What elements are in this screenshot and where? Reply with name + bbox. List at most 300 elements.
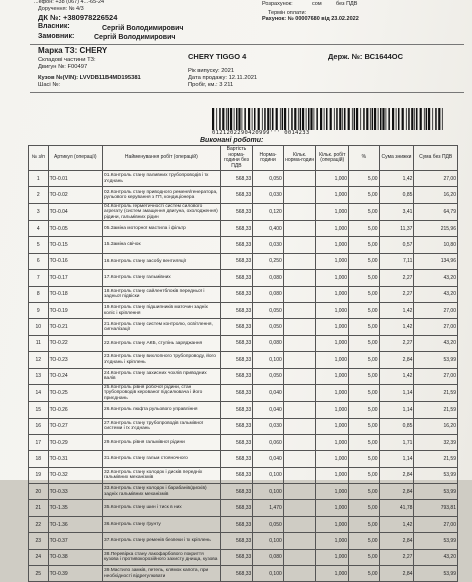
barcode-bar [370, 108, 371, 130]
barcode-bar [378, 108, 379, 130]
table-cell-empty [283, 335, 316, 351]
table-row [29, 237, 458, 253]
table-cell: 568,33 [220, 549, 253, 565]
table-cell: 5,00 [349, 335, 379, 351]
table-cell: 1,14 [379, 451, 414, 467]
table-cell: 13 [29, 368, 49, 384]
table-row [29, 467, 458, 483]
table-cell: 5,00 [349, 286, 379, 302]
barcode-bar [270, 108, 271, 130]
table-cell: 2 [29, 187, 49, 203]
table-cell: 0,050 [253, 319, 283, 335]
table-cell: 24 [29, 549, 49, 565]
barcode [212, 108, 444, 130]
table-cell-empty [283, 418, 316, 434]
table-row [29, 566, 458, 582]
barcode-bar [291, 108, 293, 130]
table-cell: 5,00 [349, 549, 379, 565]
table-cell: 1,42 [379, 171, 414, 187]
table-cell: 0,080 [253, 549, 283, 565]
production-year: Рік випуску: 2021 [188, 68, 235, 74]
table-cell: 0,85 [379, 418, 414, 434]
barcode-bar [302, 108, 304, 130]
works-title: Виконані роботи: [200, 137, 264, 144]
table-cell: ТО-0.01 [48, 171, 102, 187]
table-cell: 21,59 [414, 384, 458, 401]
barcode-bar [284, 108, 286, 130]
table-cell: ТО-0.17 [48, 270, 102, 286]
barcode-bar [254, 108, 256, 130]
table-cell-empty [283, 253, 316, 269]
table-cell: 43,20 [414, 549, 458, 565]
table-cell: 0,120 [253, 203, 283, 220]
table-cell: 53,99 [414, 484, 458, 500]
table-cell: 32.Контроль стану колодок і дисків передніх гальмівних механізмів [103, 467, 221, 483]
table-row [29, 221, 458, 237]
vin: Кузов №(VIN): LVVDB11B4MD195381 [38, 75, 141, 81]
table-cell: 568,33 [220, 402, 253, 418]
table-cell: 3 [29, 203, 49, 220]
table-cell: 31.Контроль стану гальм стояночного [103, 451, 221, 467]
barcode-bar [402, 108, 404, 130]
table-cell: 0,57 [379, 237, 414, 253]
barcode-bar [360, 108, 361, 130]
barcode-bar [282, 108, 284, 130]
table-cell-empty [283, 368, 316, 384]
table-row [29, 253, 458, 269]
table-cell: 1,000 [316, 319, 349, 335]
barcode-bar [396, 108, 397, 130]
table-cell: 32,39 [414, 434, 458, 450]
barcode-bar [356, 108, 358, 130]
barcode-bar [438, 108, 440, 130]
barcode-bar [288, 108, 289, 130]
table-cell: 16,20 [414, 418, 458, 434]
table-cell: 35.Контроль стану шин і тиск в них [103, 500, 221, 516]
table-cell: 33.Контроль стану колодок і барабанів/дисків) задніх гальмівних механізмів [103, 484, 221, 500]
table-cell: 0,100 [253, 566, 283, 582]
barcode-bar [212, 108, 214, 130]
table-cell: 0,100 [253, 484, 283, 500]
barcode-bar [336, 108, 338, 130]
table-cell: ТО-0.21 [48, 319, 102, 335]
table-cell: 568,33 [220, 253, 253, 269]
table-cell: 5 [29, 237, 49, 253]
table-cell: 0,100 [253, 533, 283, 549]
barcode-bar [316, 108, 318, 130]
barcode-bar [374, 108, 376, 130]
table-cell: 1,000 [316, 418, 349, 434]
table-header-row [29, 146, 458, 171]
table-cell: 18.Контроль стану сайлентблоків передньої і задньої підвіски [103, 286, 221, 302]
table-cell: 8 [29, 286, 49, 302]
table-cell: 18 [29, 451, 49, 467]
table-cell: 215,96 [414, 221, 458, 237]
table-cell: 134,96 [414, 253, 458, 269]
table-cell: 1,000 [316, 516, 349, 532]
table-cell: 568,33 [220, 566, 253, 582]
table-cell: 1,000 [316, 221, 349, 237]
table-cell: 2,27 [379, 335, 414, 351]
table-cell: 27,00 [414, 171, 458, 187]
barcode-bar [234, 108, 235, 130]
table-cell: 21 [29, 500, 49, 516]
works-table [28, 145, 458, 582]
column-header: Вартість норма-години без ПДВ [220, 146, 253, 171]
table-cell: 0,100 [253, 467, 283, 483]
table-cell: 568,33 [220, 500, 253, 516]
table-row [29, 203, 458, 220]
barcode-bar [308, 108, 310, 130]
barcode-bar [298, 108, 299, 130]
table-cell-empty [283, 171, 316, 187]
table-cell: 568,33 [220, 451, 253, 467]
table-cell: 5,00 [349, 187, 379, 203]
table-cell: 1,000 [316, 187, 349, 203]
table-cell: ТО-0.02 [48, 187, 102, 203]
table-cell: 16.Контроль стану засобу вентиляції [103, 253, 221, 269]
table-cell: 568,33 [220, 335, 253, 351]
table-cell-empty [283, 500, 316, 516]
barcode-bar [372, 108, 374, 130]
customer-name: Сергій Володимирович [94, 34, 176, 41]
barcode-bar [300, 108, 302, 130]
table-cell: 21,59 [414, 402, 458, 418]
table-row [29, 187, 458, 203]
table-cell: 5,00 [349, 566, 379, 582]
table-cell: 1,000 [316, 467, 349, 483]
invoice-number: Рахунок: № 00007680 від 23.02.2022 [262, 16, 359, 22]
barcode-bar [420, 108, 422, 130]
table-cell-empty [283, 187, 316, 203]
column-header: № з/п [29, 146, 49, 171]
table-cell-empty [283, 516, 316, 532]
settlement-value: сом [312, 1, 322, 7]
barcode-bar [262, 108, 263, 130]
table-cell: ТО-1.35 [48, 500, 102, 516]
barcode-bar [354, 108, 356, 130]
barcode-bar [426, 108, 428, 130]
table-row [29, 335, 458, 351]
table-cell: 27,00 [414, 302, 458, 318]
table-cell: 0,040 [253, 402, 283, 418]
parts-label: Складові частини ТЗ: [38, 57, 96, 63]
table-cell: 53,99 [414, 533, 458, 549]
table-cell: 02.Контроль стану приводного ременя/генератора, рульового керування з ГП, кондиціонера [103, 187, 221, 203]
table-cell: 26.Контроль люфта рульового управління [103, 402, 221, 418]
table-cell: 0,060 [253, 434, 283, 450]
customer-label: Замовник: [38, 33, 75, 40]
owner-name: Сергій Володимирович [102, 25, 184, 32]
owner-label: Власник: [38, 23, 70, 30]
settlement-label: Розрахунок: [262, 1, 293, 7]
table-cell: 4 [29, 221, 49, 237]
table-cell: 1 [29, 171, 49, 187]
table-cell: 16 [29, 418, 49, 434]
sale-date: Дата продажу: 12.11.2021 [188, 75, 258, 81]
table-cell-empty [283, 203, 316, 220]
barcode-bar [252, 108, 253, 130]
table-row [29, 533, 458, 549]
table-row [29, 451, 458, 467]
table-cell: 1,000 [316, 368, 349, 384]
table-cell: 27,00 [414, 368, 458, 384]
table-cell-empty [283, 352, 316, 368]
table-cell: 5,00 [349, 270, 379, 286]
table-cell-empty [283, 402, 316, 418]
barcode-bar [363, 108, 365, 130]
table-row [29, 549, 458, 565]
barcode-bar [344, 108, 346, 130]
table-cell: 0,400 [253, 221, 283, 237]
barcode-bar [310, 108, 312, 130]
table-cell: 41,78 [379, 500, 414, 516]
table-cell-empty [283, 237, 316, 253]
barcode-bar [380, 108, 382, 130]
brand-label: Марка ТЗ: CHERY [38, 46, 108, 55]
barcode-bar [411, 108, 413, 130]
table-cell: 11 [29, 335, 49, 351]
table-cell: 1,000 [316, 286, 349, 302]
vat-note: без ПДВ [336, 1, 358, 7]
barcode-bar [386, 108, 387, 130]
table-cell: 27,00 [414, 516, 458, 532]
plate-number: Держ. №: ВС1644ОС [328, 52, 403, 61]
barcode-bar [320, 108, 322, 130]
table-cell: 0,100 [253, 352, 283, 368]
table-cell: ТО-0.15 [48, 237, 102, 253]
table-cell: 793,81 [414, 500, 458, 516]
table-cell: ТО-0.05 [48, 221, 102, 237]
table-cell: 16,20 [414, 187, 458, 203]
barcode-bar [435, 108, 437, 130]
table-cell: 1,71 [379, 434, 414, 450]
table-cell: 2,84 [379, 467, 414, 483]
table-cell: ТО-0.33 [48, 484, 102, 500]
barcode-text: 0121202290420999''' 0014233 [212, 130, 310, 136]
table-cell: 0,030 [253, 418, 283, 434]
table-cell: 1,000 [316, 484, 349, 500]
barcode-bar [244, 108, 246, 130]
table-cell: 53,99 [414, 566, 458, 582]
barcode-bar [414, 108, 415, 130]
table-cell: 3,41 [379, 203, 414, 220]
table-row [29, 368, 458, 384]
column-header: Норма-години [253, 146, 283, 171]
table-cell: 25 [29, 566, 49, 582]
barcode-bar [314, 108, 315, 130]
table-cell: 5,00 [349, 484, 379, 500]
table-cell: 0,080 [253, 286, 283, 302]
table-cell: 1,470 [253, 500, 283, 516]
table-cell: 5,00 [349, 368, 379, 384]
table-cell: 5,00 [349, 467, 379, 483]
table-cell: 5,00 [349, 253, 379, 269]
table-cell: 2,27 [379, 286, 414, 302]
agreement-line: Доручення: № 4/3 [38, 6, 84, 12]
table-cell: 2,84 [379, 533, 414, 549]
table-cell: 43,20 [414, 270, 458, 286]
table-cell: 25.Контроль рівня робочої рідини, стан трубопроводів керованої підсилювача і його приєднань [103, 384, 221, 401]
barcode-bar [306, 108, 307, 130]
table-row [29, 171, 458, 187]
barcode-bar [334, 108, 335, 130]
table-cell: 39.Мастило замків, петель, клямок капота, при необхідності відрегулювати [103, 566, 221, 582]
table-cell: 15 [29, 402, 49, 418]
table-cell: 1,000 [316, 566, 349, 582]
table-cell: 1,000 [316, 270, 349, 286]
table-cell: 1,42 [379, 319, 414, 335]
barcode-bar [339, 108, 341, 130]
barcode-bar [324, 108, 325, 130]
table-cell: 5,00 [349, 237, 379, 253]
table-cell: ТО-0.19 [48, 302, 102, 318]
barcode-bar [352, 108, 353, 130]
table-cell-empty [283, 384, 316, 401]
barcode-bar [388, 108, 390, 130]
table-cell: 5,00 [349, 434, 379, 450]
table-cell: 38.Перевірка стану лакофарбового покриття кузова і противокорозійного захисту днища, кузова [103, 549, 221, 565]
separator [30, 92, 464, 93]
table-cell: ТО-0.37 [48, 533, 102, 549]
table-cell: ТО-0.39 [48, 566, 102, 582]
barcode-bar [264, 108, 266, 130]
table-cell: ТО-0.27 [48, 418, 102, 434]
table-cell: 1,000 [316, 500, 349, 516]
table-cell: 0,080 [253, 270, 283, 286]
table-cell: 15.Заміна свічок [103, 237, 221, 253]
table-cell: 29.Контроль рівня гальмівної рідини [103, 434, 221, 450]
chassis-number: Шасі №: [38, 82, 61, 88]
table-cell: 568,33 [220, 484, 253, 500]
table-cell: 43,20 [414, 286, 458, 302]
table-cell: ТО-0.04 [48, 203, 102, 220]
table-cell: 17 [29, 434, 49, 450]
table-cell: 0,040 [253, 451, 283, 467]
table-cell: 568,33 [220, 270, 253, 286]
table-row [29, 434, 458, 450]
barcode-bar [272, 108, 274, 130]
table-cell: 568,33 [220, 237, 253, 253]
table-cell: 1,42 [379, 368, 414, 384]
table-cell: 1,000 [316, 253, 349, 269]
table-cell: 1,000 [316, 434, 349, 450]
table-cell: 01.Контроль стану паливних трубопроводів і їх з'єднань [103, 171, 221, 187]
table-cell: 05.Заміна моторної мастила і фільтр [103, 221, 221, 237]
barcode-bar [216, 108, 217, 130]
table-cell: 1,42 [379, 302, 414, 318]
table-cell: 5,00 [349, 418, 379, 434]
table-cell-empty [283, 566, 316, 582]
payment-label: Термін оплати: [268, 10, 307, 16]
barcode-bar [366, 108, 368, 130]
table-cell: 24.Контроль стану захисних чохлів приводних валів [103, 368, 221, 384]
table-cell: ТО-0.18 [48, 286, 102, 302]
phone-line: ...ефон: +38 (067) 4...-65-24 [34, 0, 105, 5]
table-cell: 0,080 [253, 335, 283, 351]
table-cell: 22 [29, 516, 49, 532]
table-cell-empty [283, 549, 316, 565]
barcode-bar [226, 108, 227, 130]
table-cell: 1,000 [316, 335, 349, 351]
table-cell: ТО-0.23 [48, 352, 102, 368]
table-cell: 0,030 [253, 187, 283, 203]
table-cell: 568,33 [220, 368, 253, 384]
table-cell: 22.Контроль стану АКБ, ступінь заряджання [103, 335, 221, 351]
table-cell: 5,00 [349, 352, 379, 368]
table-cell: 23.Контроль стану вихлопного трубопроводу, його з'єднань і кріплень [103, 352, 221, 368]
table-cell: 568,33 [220, 384, 253, 401]
table-cell: ТО-0.24 [48, 368, 102, 384]
table-cell: 5,00 [349, 171, 379, 187]
barcode-bar [238, 108, 240, 130]
table-cell: 0,85 [379, 187, 414, 203]
table-cell: 5,00 [349, 319, 379, 335]
table-cell: 23 [29, 533, 49, 549]
separator [30, 44, 464, 45]
table-cell: 14 [29, 384, 49, 401]
table-cell: ТО-0.32 [48, 467, 102, 483]
table-row [29, 484, 458, 500]
barcode-bar [222, 108, 224, 130]
table-cell: 1,000 [316, 402, 349, 418]
table-cell-empty [283, 533, 316, 549]
table-cell: 0,050 [253, 368, 283, 384]
table-cell-empty [283, 221, 316, 237]
table-cell: 2,84 [379, 352, 414, 368]
table-cell: 0,030 [253, 237, 283, 253]
table-cell: 1,000 [316, 237, 349, 253]
table-cell: 568,33 [220, 418, 253, 434]
table-cell: 5,00 [349, 384, 379, 401]
table-cell: ТО-0.25 [48, 384, 102, 401]
table-cell: 1,42 [379, 516, 414, 532]
barcode-bar [392, 108, 394, 130]
table-cell-empty [283, 286, 316, 302]
barcode-bar [280, 108, 281, 130]
barcode-bar [276, 108, 278, 130]
table-cell: 1,14 [379, 402, 414, 418]
table-cell: 568,33 [220, 203, 253, 220]
table-cell: 17.Контроль стану гальмівних [103, 270, 221, 286]
table-cell: 5,00 [349, 533, 379, 549]
table-cell: 1,000 [316, 451, 349, 467]
table-cell: 2,84 [379, 484, 414, 500]
table-cell: ТО-1.36 [48, 516, 102, 532]
barcode-bar [267, 108, 269, 130]
table-row [29, 418, 458, 434]
barcode-bar [428, 108, 430, 130]
barcode-bar [242, 108, 243, 130]
table-cell: ТО-0.26 [48, 402, 102, 418]
table-cell: 5,00 [349, 221, 379, 237]
barcode-bar [348, 108, 350, 130]
table-cell: 568,33 [220, 286, 253, 302]
table-cell: 21.Контроль стану систем контролю, освітлення, сигналізації [103, 319, 221, 335]
barcode-bar [230, 108, 232, 130]
barcode-bar [342, 108, 343, 130]
table-cell: 1,000 [316, 352, 349, 368]
table-cell: 6 [29, 253, 49, 269]
brand-model: CHERY TIGGO 4 [188, 52, 247, 61]
table-cell: 10,80 [414, 237, 458, 253]
barcode-bar [248, 108, 250, 130]
table-cell: 5,00 [349, 516, 379, 532]
table-cell: 12 [29, 352, 49, 368]
column-header: % [349, 146, 379, 171]
barcode-bar [416, 108, 418, 130]
barcode-bar [382, 108, 384, 130]
